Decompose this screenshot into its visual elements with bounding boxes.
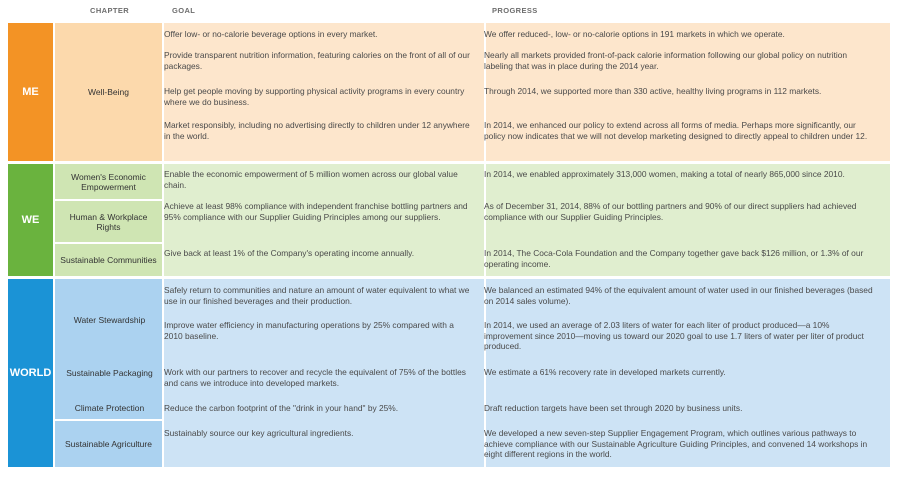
chapter-human-workplace-rights: Human & Workplace Rights	[55, 201, 162, 242]
section-label-world: WORLD	[8, 279, 53, 467]
progress-text: In 2014, we enhanced our policy to extend across all forms of media. Perhaps more significantly, our policy now indicates that we will not develop marketing designed to directly appeal to children under 12.	[484, 120, 868, 141]
chapter-sustainable-packaging: Sustainable Packaging	[66, 368, 153, 378]
chapter-womens-economic-empowerment: Women's Economic Empowerment	[55, 164, 162, 199]
goal-text: Improve water efficiency in manufacturing operations by 25% compared with a 2010 baseline.	[164, 320, 454, 341]
goal-text: Safely return to communities and nature an amount of water equivalent to what we use in our finished beverages and their production.	[164, 285, 470, 306]
chapter-sustainable-agriculture: Sustainable Agriculture	[55, 421, 162, 467]
progress-text: Nearly all markets provided front-of-pack calorie information following our global policy on nutrition labeling that was in place during the 2014 year.	[484, 50, 848, 71]
chapter-column-world	[55, 279, 162, 419]
goal-text: Achieve at least 98% compliance with independent franchise bottling partners and 95% compliance with our Supplier Guiding Principles among our suppliers.	[164, 201, 468, 222]
chapter-sustainable-communities: Sustainable Communities	[55, 244, 162, 276]
goal-text: Work with our partners to recover and recycle the equivalent of 75% of the bottles and cans we introduce into developed markets.	[164, 367, 466, 388]
progress-text: In 2014, we used an average of 2.03 liters of water for each liter of product produced—a 10% improvement since 2010—moving us toward our 2020 goal to use 1.7 liters of water per liter of product produced.	[484, 320, 864, 351]
goal-text: Provide transparent nutrition information, featuring calories on the front of all of our packages.	[164, 50, 470, 71]
goal-header: GOAL	[172, 6, 196, 15]
chapter-water-stewardship: Water Stewardship	[73, 315, 146, 325]
goal-text: Sustainably source our key agricultural ingredients.	[164, 428, 354, 438]
chapter-header: CHAPTER	[90, 6, 130, 15]
goal-text: Help get people moving by supporting physical activity programs in every country where we do business.	[164, 86, 465, 107]
progress-text: We balanced an estimated 94% of the equivalent amount of water used in our finished beverages (based on 2014 sales volume).	[484, 285, 873, 306]
progress-text: In 2014, we enabled approximately 313,000 women, making a total of nearly 865,000 since 2010.	[484, 169, 845, 179]
progress-text: We offer reduced-, low- or no-calorie options in 191 markets in which we operate.	[484, 29, 785, 39]
goal-text: Reduce the carbon footprint of the "drink in your hand" by 25%.	[164, 403, 399, 413]
goal-text: Market responsibly, including no advertising directly to children under 12 anywhere in the world.	[164, 120, 470, 141]
progress-text: In 2014, The Coca-Cola Foundation and the Company together gave back $126 million, or 1.3% of our operating income.	[484, 248, 864, 269]
progress-header: PROGRESS	[492, 6, 538, 15]
progress-text: Through 2014, we supported more than 330 active, healthy living programs in 112 markets.	[484, 86, 822, 96]
progress-text: We developed a new seven-step Supplier Engagement Program, which outlines various pathways to achieve compliance with our Sustainable Agriculture Guiding Principles, and convened 14 workshops in eight different regions in the world.	[484, 428, 868, 459]
section-label-we: WE	[8, 164, 53, 276]
chapter-climate-protection: Climate Protection	[74, 403, 145, 413]
chapter-well-being: Well-Being	[55, 23, 162, 161]
section-label-me: ME	[8, 23, 53, 161]
progress-text: Draft reduction targets have been set through 2020 by business units.	[484, 403, 743, 413]
goal-text: Offer low- or no-calorie beverage options in every market.	[164, 29, 378, 39]
progress-text: As of December 31, 2014, 88% of our bottling partners and 90% of our direct suppliers had achieved compliance with our Supplier Guiding Principles.	[484, 201, 857, 222]
progress-text: We estimate a 61% recovery rate in developed markets currently.	[484, 367, 726, 377]
goal-text: Give back at least 1% of the Company's operating income annually.	[164, 248, 415, 258]
goal-text: Enable the economic empowerment of 5 million women across our global value chain.	[164, 169, 458, 190]
